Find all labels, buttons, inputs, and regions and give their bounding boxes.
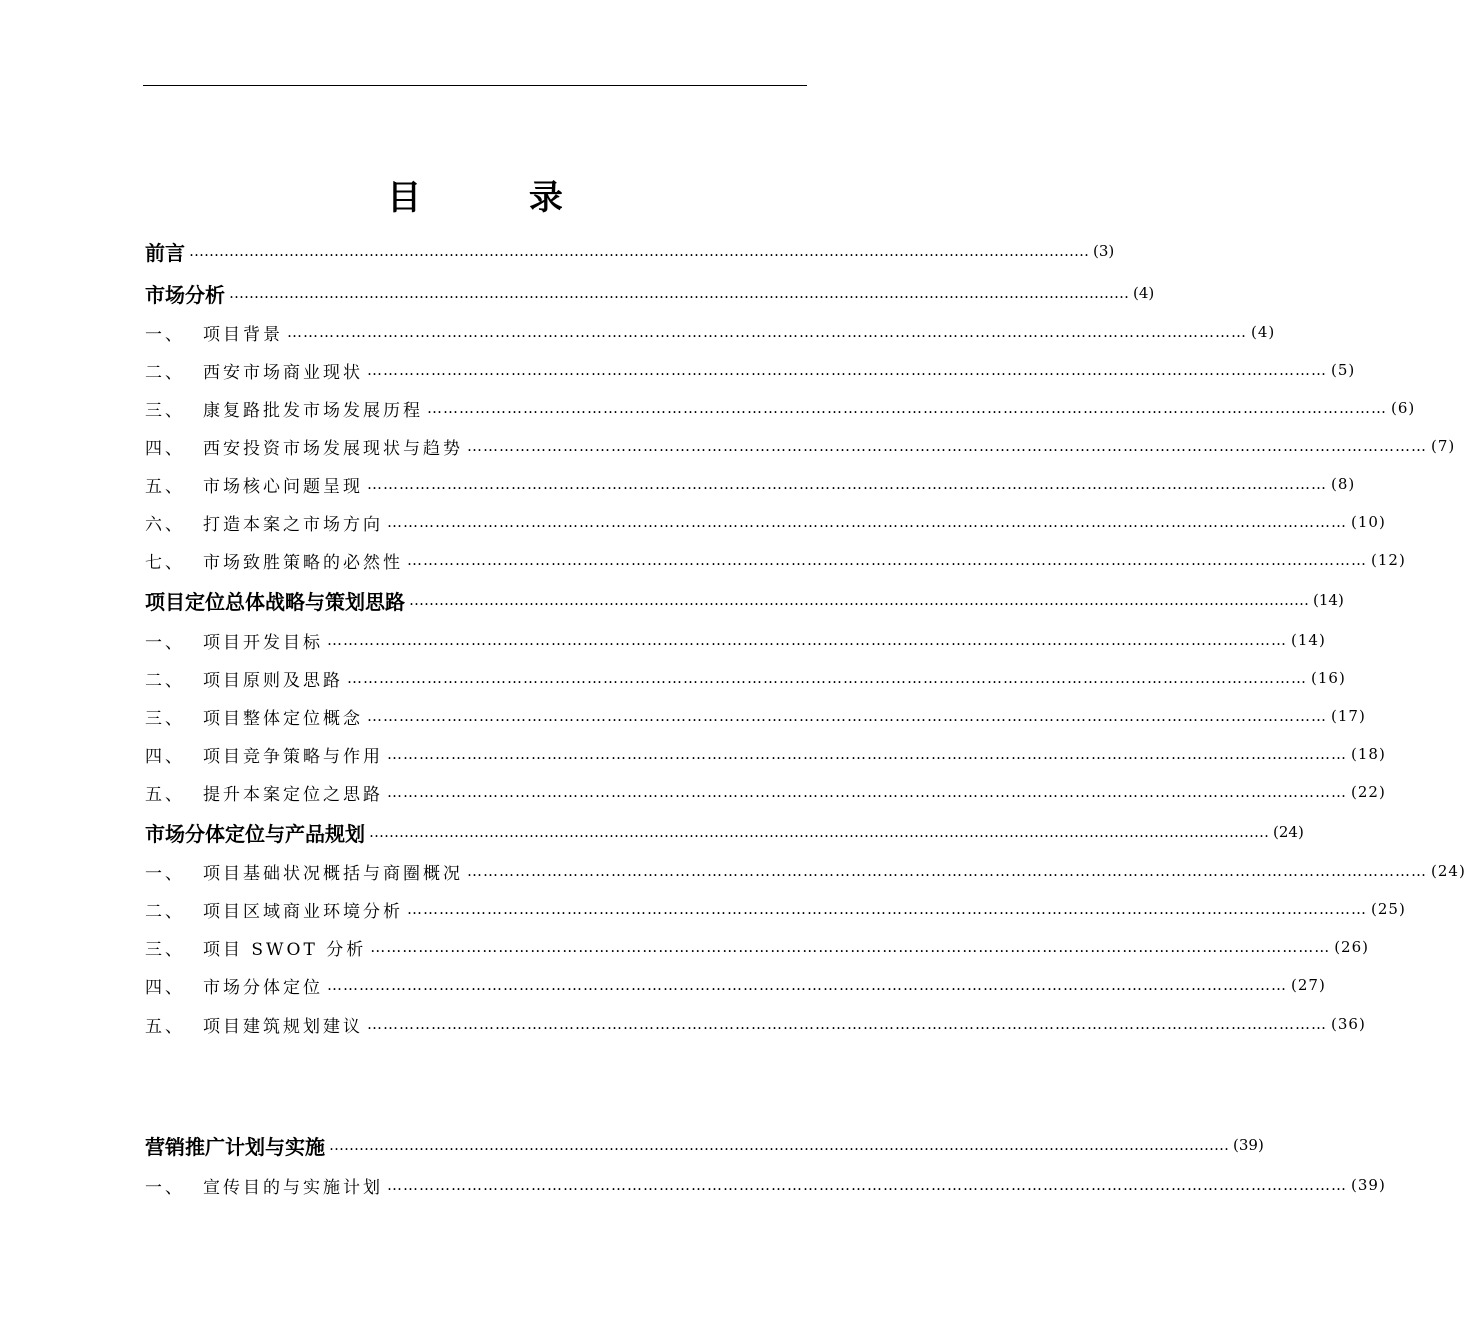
toc-entry-label: [145, 742, 383, 767]
toc-entry-number: 五、: [145, 784, 185, 805]
toc-page-number: (22): [1351, 783, 1386, 801]
toc-entry-label: [145, 548, 403, 573]
toc-leader-dots: ………………………………………………………………………………………………………………………………………………………………: [387, 745, 1347, 763]
toc-entry-number: 三、: [145, 400, 185, 421]
toc-entry-text: 西安市场商业现状: [203, 362, 363, 383]
toc-leader-dots: ………………………………………………………………………………………………………………………………………………………………: [327, 631, 1287, 649]
toc-page-number: (16): [1311, 669, 1346, 687]
toc-section: [145, 319, 1276, 345]
toc-entry-label: [145, 897, 403, 922]
toc-chapter: [145, 280, 1155, 307]
toc-entry-number: 一、: [145, 863, 185, 884]
toc-entry-label: [145, 434, 463, 459]
toc-page-number: (5): [1331, 361, 1356, 379]
toc-section: [145, 627, 1326, 653]
toc-page-number: (7): [1431, 437, 1456, 455]
toc-entry-number: 二、: [145, 362, 185, 383]
toc-leader-dots: ………………………………………………………………………………………………………………………………………………………………: [367, 1015, 1327, 1033]
toc-entry-number: 六、: [145, 514, 185, 535]
toc-entry-label: [145, 973, 323, 998]
toc-leader-dots: ………………………………………………………………………………………………………………………………………………………………: [409, 591, 1309, 609]
toc-page-number: (14): [1291, 631, 1326, 649]
toc-leader-dots: ………………………………………………………………………………………………………………………………………………………………: [467, 437, 1427, 455]
toc-entry-text: 项目竞争策略与作用: [203, 746, 383, 767]
toc-leader-dots: ………………………………………………………………………………………………………………………………………………………………: [407, 551, 1367, 569]
toc-leader-dots: ………………………………………………………………………………………………………………………………………………………………: [370, 938, 1331, 956]
toc-entry-label: [145, 320, 283, 345]
toc-page-number: (18): [1351, 745, 1386, 763]
toc-entry-text: 项目区域商业环境分析: [203, 901, 403, 922]
toc-entry-text: 前言: [145, 240, 185, 265]
toc-section: [145, 509, 1386, 535]
toc-section: [145, 741, 1386, 767]
toc-entry-text: 提升本案定位之思路: [203, 784, 383, 805]
toc-entry-text: 项目基础状况概括与商圈概况: [203, 863, 463, 884]
toc-entry-number: 二、: [145, 901, 185, 922]
toc-page-number: (39): [1233, 1136, 1264, 1154]
toc-chapter: [145, 819, 1304, 846]
toc-leader-dots: ………………………………………………………………………………………………………………………………………………………………: [189, 242, 1089, 260]
toc-entry-label: [145, 358, 363, 383]
toc-section: [145, 972, 1326, 998]
toc-section: [145, 858, 1466, 884]
toc-page-number: (10): [1351, 513, 1386, 531]
toc-entry-label: [145, 237, 185, 266]
toc-leader-dots: ………………………………………………………………………………………………………………………………………………………………: [369, 823, 1269, 841]
toc-entry-number: 五、: [145, 476, 185, 497]
toc-entry-text: 康复路批发市场发展历程: [203, 400, 423, 421]
toc-section: [145, 1011, 1366, 1037]
toc-leader-dots: ………………………………………………………………………………………………………………………………………………………………: [407, 900, 1367, 918]
toc-leader-dots: ………………………………………………………………………………………………………………………………………………………………: [287, 323, 1247, 341]
header-rule: [143, 85, 807, 86]
toc-page-number: (8): [1331, 475, 1356, 493]
toc-section: [145, 357, 1356, 383]
toc-entry-label: [145, 935, 366, 960]
toc-entry-number: 四、: [145, 977, 185, 998]
toc-page-number: (36): [1331, 1015, 1366, 1033]
toc-page-number: (26): [1334, 938, 1369, 956]
toc-leader-dots: ………………………………………………………………………………………………………………………………………………………………: [229, 284, 1129, 302]
toc-leader-dots: ………………………………………………………………………………………………………………………………………………………………: [387, 1176, 1347, 1194]
toc-leader-dots: ………………………………………………………………………………………………………………………………………………………………: [327, 976, 1287, 994]
toc-entry-number: 一、: [145, 1177, 185, 1198]
toc-leader-dots: ………………………………………………………………………………………………………………………………………………………………: [329, 1136, 1229, 1154]
toc-entry-text: 项目开发目标: [203, 632, 323, 653]
toc-entry-label: [145, 704, 363, 729]
toc-leader-dots: ………………………………………………………………………………………………………………………………………………………………: [427, 399, 1387, 417]
toc-entry-label: [145, 859, 463, 884]
toc-entry-text: 项目整体定位概念: [203, 708, 363, 729]
toc-entry-number: 四、: [145, 746, 185, 767]
toc-entry-number: 三、: [145, 708, 185, 729]
toc-entry-number: 七、: [145, 552, 185, 573]
toc-page-number: (4): [1251, 323, 1276, 341]
toc-entry-text: 项目建筑规划建议: [203, 1016, 363, 1037]
toc-section: [145, 665, 1346, 691]
toc-page-number: (17): [1331, 707, 1366, 725]
toc-leader-dots: ………………………………………………………………………………………………………………………………………………………………: [367, 707, 1327, 725]
toc-entry-label: [145, 628, 323, 653]
toc-entry-label: [145, 666, 343, 691]
toc-page-number: (4): [1133, 284, 1155, 302]
toc-entry-label: [145, 586, 405, 615]
toc-leader-dots: ………………………………………………………………………………………………………………………………………………………………: [367, 475, 1327, 493]
toc-entry-text: 市场致胜策略的必然性: [203, 552, 403, 573]
toc-entry-text: 项目背景: [203, 324, 283, 345]
toc-entry-number: 四、: [145, 438, 185, 459]
toc-entry-label: [145, 396, 423, 421]
toc-entry-text: 市场分析: [145, 282, 225, 307]
toc-entry-text: 市场分体定位: [203, 977, 323, 998]
toc-entry-text: 项目定位总体战略与策划思路: [145, 589, 405, 614]
toc-page-number: (14): [1313, 591, 1344, 609]
toc-entry-text: 项目原则及思路: [203, 670, 343, 691]
toc-entry-text: 营销推广计划与实施: [145, 1134, 325, 1159]
toc-page-number: (6): [1391, 399, 1416, 417]
toc-page-number: (39): [1351, 1176, 1386, 1194]
toc-entry-number: 一、: [145, 324, 185, 345]
toc-section: [145, 703, 1366, 729]
toc-leader-dots: ………………………………………………………………………………………………………………………………………………………………: [467, 862, 1427, 880]
toc-leader-dots: ………………………………………………………………………………………………………………………………………………………………: [347, 669, 1307, 687]
toc-page-number: (12): [1371, 551, 1406, 569]
page-title: 目 录: [387, 178, 611, 218]
toc-entry-label: [145, 1012, 363, 1037]
toc-entry-text: 宣传目的与实施计划: [203, 1177, 383, 1198]
toc-section: [145, 433, 1456, 459]
toc-leader-dots: ………………………………………………………………………………………………………………………………………………………………: [367, 361, 1327, 379]
toc-entry-number: 一、: [145, 632, 185, 653]
toc-chapter: [145, 1132, 1264, 1159]
toc-section: [145, 471, 1356, 497]
toc-page-number: (24): [1431, 862, 1466, 880]
toc-entry-number: 五、: [145, 1016, 185, 1037]
toc-entry-label: [145, 780, 383, 805]
toc-section: [145, 896, 1406, 922]
toc-entry-label: [145, 279, 225, 308]
toc-section: [145, 1172, 1386, 1198]
toc-leader-dots: ………………………………………………………………………………………………………………………………………………………………: [387, 783, 1347, 801]
toc-entry-text: 市场分体定位与产品规划: [145, 821, 365, 846]
toc-page-number: (27): [1291, 976, 1326, 994]
toc-entry-text: 西安投资市场发展现状与趋势: [203, 438, 463, 459]
toc-entry-label: [145, 818, 365, 847]
toc-entry-number: 三、: [145, 939, 185, 960]
toc-entry-label: [145, 1131, 325, 1160]
toc-leader-dots: ………………………………………………………………………………………………………………………………………………………………: [387, 513, 1347, 531]
toc-section: [145, 395, 1416, 421]
toc-page-number: (24): [1273, 823, 1304, 841]
toc-entry-number: 二、: [145, 670, 185, 691]
toc-entry-label: [145, 510, 383, 535]
toc-section: [145, 547, 1406, 573]
toc-section: [145, 779, 1386, 805]
toc-page-number: (3): [1093, 242, 1115, 260]
toc-entry-text: 项目 SWOT 分析: [203, 939, 367, 960]
toc-entry-text: 市场核心问题呈现: [203, 476, 363, 497]
toc-entry-label: [145, 472, 363, 497]
toc-section: [145, 934, 1369, 960]
toc-entry-text: 打造本案之市场方向: [203, 514, 383, 535]
toc-page-number: (25): [1371, 900, 1406, 918]
toc-entry-label: [145, 1173, 383, 1198]
toc-chapter: [145, 238, 1115, 265]
toc-chapter: [145, 587, 1344, 614]
